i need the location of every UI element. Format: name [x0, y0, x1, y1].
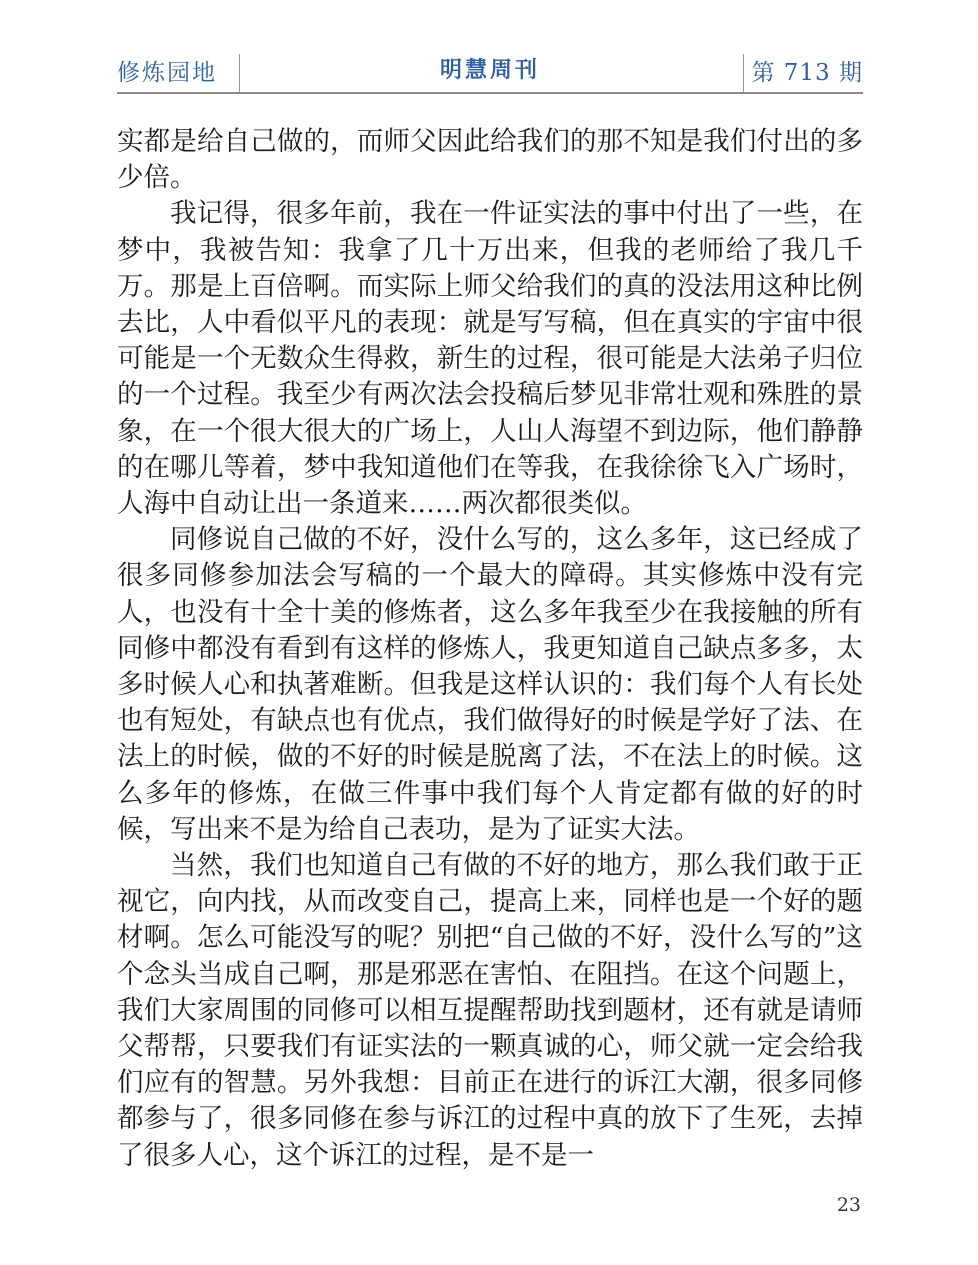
paragraph: 当然，我们也知道自己有做的不好的地方，那么我们敢于正视它，向内找，从而改变自己，提高上来，同样也是一个好的题材啊。怎么可能没写的呢？别把“自己做的不好，没什么写的”这个念头当成自己啊，那是邪恶在害怕、在阻挡。在这个问题上，我们大家周围的同修可以相互提醒帮助找到题材，还有就是请师父帮帮，只要我们有证实法的一颗真诚的心，师父就一定会给我们应有的智慧。另外我想：目前正在进行的诉江大潮，很多同修都参与了，很多同修在参与诉江的过程中真的放下了生死，去掉了很多人心，这个诉江的过程，是不是一	[117, 850, 863, 1171]
issue-number: 第 713 期	[751, 60, 863, 86]
section-title: 修炼园地	[117, 60, 217, 86]
paragraph: 我记得，很多年前，我在一件证实法的事中付出了一些，在梦中，我被告知：我拿了几十万出来，但我的老师给了我几千万。那是上百倍啊。而实际上师父给我们的真的没法用这种比例去比，人中看似平凡的表现：就是写写稿，但在真实的宇宙中很可能是一个无数众生得救，新生的过程，很可能是大法弟子归位的一个过程。我至少有两次法会投稿后梦见非常壮观和殊胜的景象，在一个很大很大的广场上，人山人海望不到边际，他们静静的在哪儿等着，梦中我知道他们在等我，在我徐徐飞入广场时，人海中自动让出一条道来……两次都很类似。	[117, 198, 863, 520]
paragraph: 同修说自己做的不好，没什么写的，这么多年，这已经成了很多同修参加法会写稿的一个最大的障碍。其实修炼中没有完人，也没有十全十美的修炼者，这么多年我至少在我接触的所有同修中都没有看到有这样的修炼人，我更知道自己缺点多多，太多时候人心和执著难断。但我是这样认识的：我们每个人有长处也有短处，有缺点也有优点，我们做得好的时候是学好了法、在法上的时候，做的不好的时候是脱离了法，不在法上的时候。这么多年的修炼，在做三件事中我们每个人肯定都有做的好的时候，写出来不是为给自己表功，是为了证实大法。	[117, 524, 863, 845]
header-rule	[117, 92, 863, 94]
paragraph-continued: 实都是给自己做的，而师父因此给我们的那不知是我们付出的多少倍。	[117, 126, 863, 194]
page-number: 23	[836, 1194, 861, 1216]
header-divider-right	[743, 54, 744, 92]
article-body	[117, 124, 863, 1174]
page-header	[117, 50, 863, 92]
magazine-title: 明慧周刊	[439, 58, 540, 83]
